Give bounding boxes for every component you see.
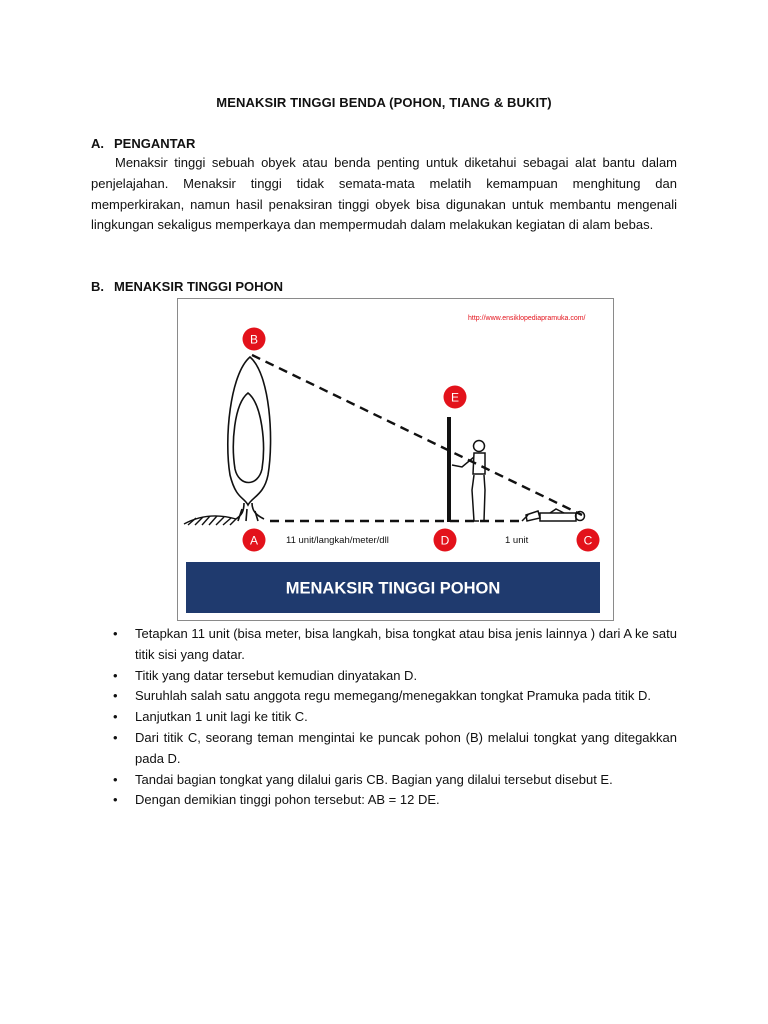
- list-item: • Lanjutkan 1 unit lagi ke titik C.: [113, 707, 677, 728]
- section-b-title: MENAKSIR TINGGI POHON: [114, 279, 284, 294]
- point-b-label: B: [249, 332, 259, 347]
- tree-illustration: [228, 357, 271, 521]
- bullet-icon: •: [113, 667, 118, 683]
- tree-height-figure: [177, 298, 614, 621]
- standing-scout-figure: [452, 441, 489, 522]
- point-b-marker: [243, 328, 266, 351]
- lying-scout-figure: [522, 509, 585, 521]
- distance-ad-label: 11 unit/langkah/meter/dll: [286, 535, 389, 546]
- section-b-number: B.: [91, 279, 104, 294]
- page-title: MENAKSIR TINGGI BENDA (POHON, TIANG & BUKIT): [216, 95, 552, 110]
- scout-stick: [447, 417, 451, 522]
- bullet-icon: •: [113, 688, 118, 704]
- list-item: • Tandai bagian tongkat yang dilalui garis CB. Bagian yang dilalui tersebut disebut E.: [113, 770, 677, 791]
- ground-hatch: [184, 516, 236, 525]
- list-item: • Titik yang datar tersebut kemudian dinyatakan D.: [113, 666, 677, 687]
- distance-dc-label: 1 unit: [505, 535, 529, 546]
- point-e-label: E: [450, 390, 460, 405]
- bullet-icon: •: [113, 771, 118, 787]
- list-item: • Suruhlah salah satu anggota regu memegang/menegakkan tongkat Pramuka pada titik D.: [113, 686, 677, 707]
- section-a-heading: [91, 136, 195, 151]
- section-a-number: A.: [91, 136, 104, 151]
- bullet-icon: •: [113, 626, 118, 641]
- sight-line-cb: [252, 355, 582, 515]
- point-d-label: D: [440, 533, 450, 548]
- list-item: • Tetapkan 11 unit (bisa meter, bisa langkah, bisa tongkat atau bisa jenis lainnya ) dari A ke satu titik sisi yang datar.: [113, 626, 677, 662]
- point-e-marker: [444, 386, 467, 409]
- figure-source-url: http://www.ensiklopediapramuka.com/: [468, 315, 586, 322]
- bullet-icon: •: [113, 709, 118, 725]
- bullet-icon: •: [113, 792, 118, 808]
- section-a-title: PENGANTAR: [114, 136, 196, 151]
- point-c-marker: [577, 529, 600, 552]
- point-c-label: C: [583, 533, 593, 548]
- list-item: • Dengan demikian tinggi pohon tersebut: AB = 12 DE.: [113, 790, 677, 811]
- tree-height-diagram: [178, 299, 613, 620]
- steps-list: [113, 624, 677, 811]
- section-a-paragraph: [91, 153, 677, 236]
- list-item: • Dari titik C, seorang teman mengintai ke puncak pohon (B) melalui tongkat yang ditegakkan pada D.: [113, 729, 677, 766]
- bullet-icon: •: [113, 729, 118, 745]
- point-d-marker: [434, 529, 457, 552]
- point-a-marker: [243, 529, 266, 552]
- figure-banner-text: MENAKSIR TINGGI POHON: [285, 579, 501, 598]
- section-a-text: Menaksir tinggi sebuah obyek atau benda penting untuk diketahui sebagai alat bantu dalam penjelajahan. Menaksir tinggi tidak semata-mata melatih kemampuan menghitung dan memperkirakan, namun hasil penaksiran tinggi obyek bisa digunakan untuk membantu mengenali lingkungan sekaligus memperkaya dan mempermudah dalam melakukan kegiatan di alam bebas.: [91, 155, 677, 233]
- point-a-label: A: [249, 533, 259, 548]
- section-b-heading: [91, 279, 283, 294]
